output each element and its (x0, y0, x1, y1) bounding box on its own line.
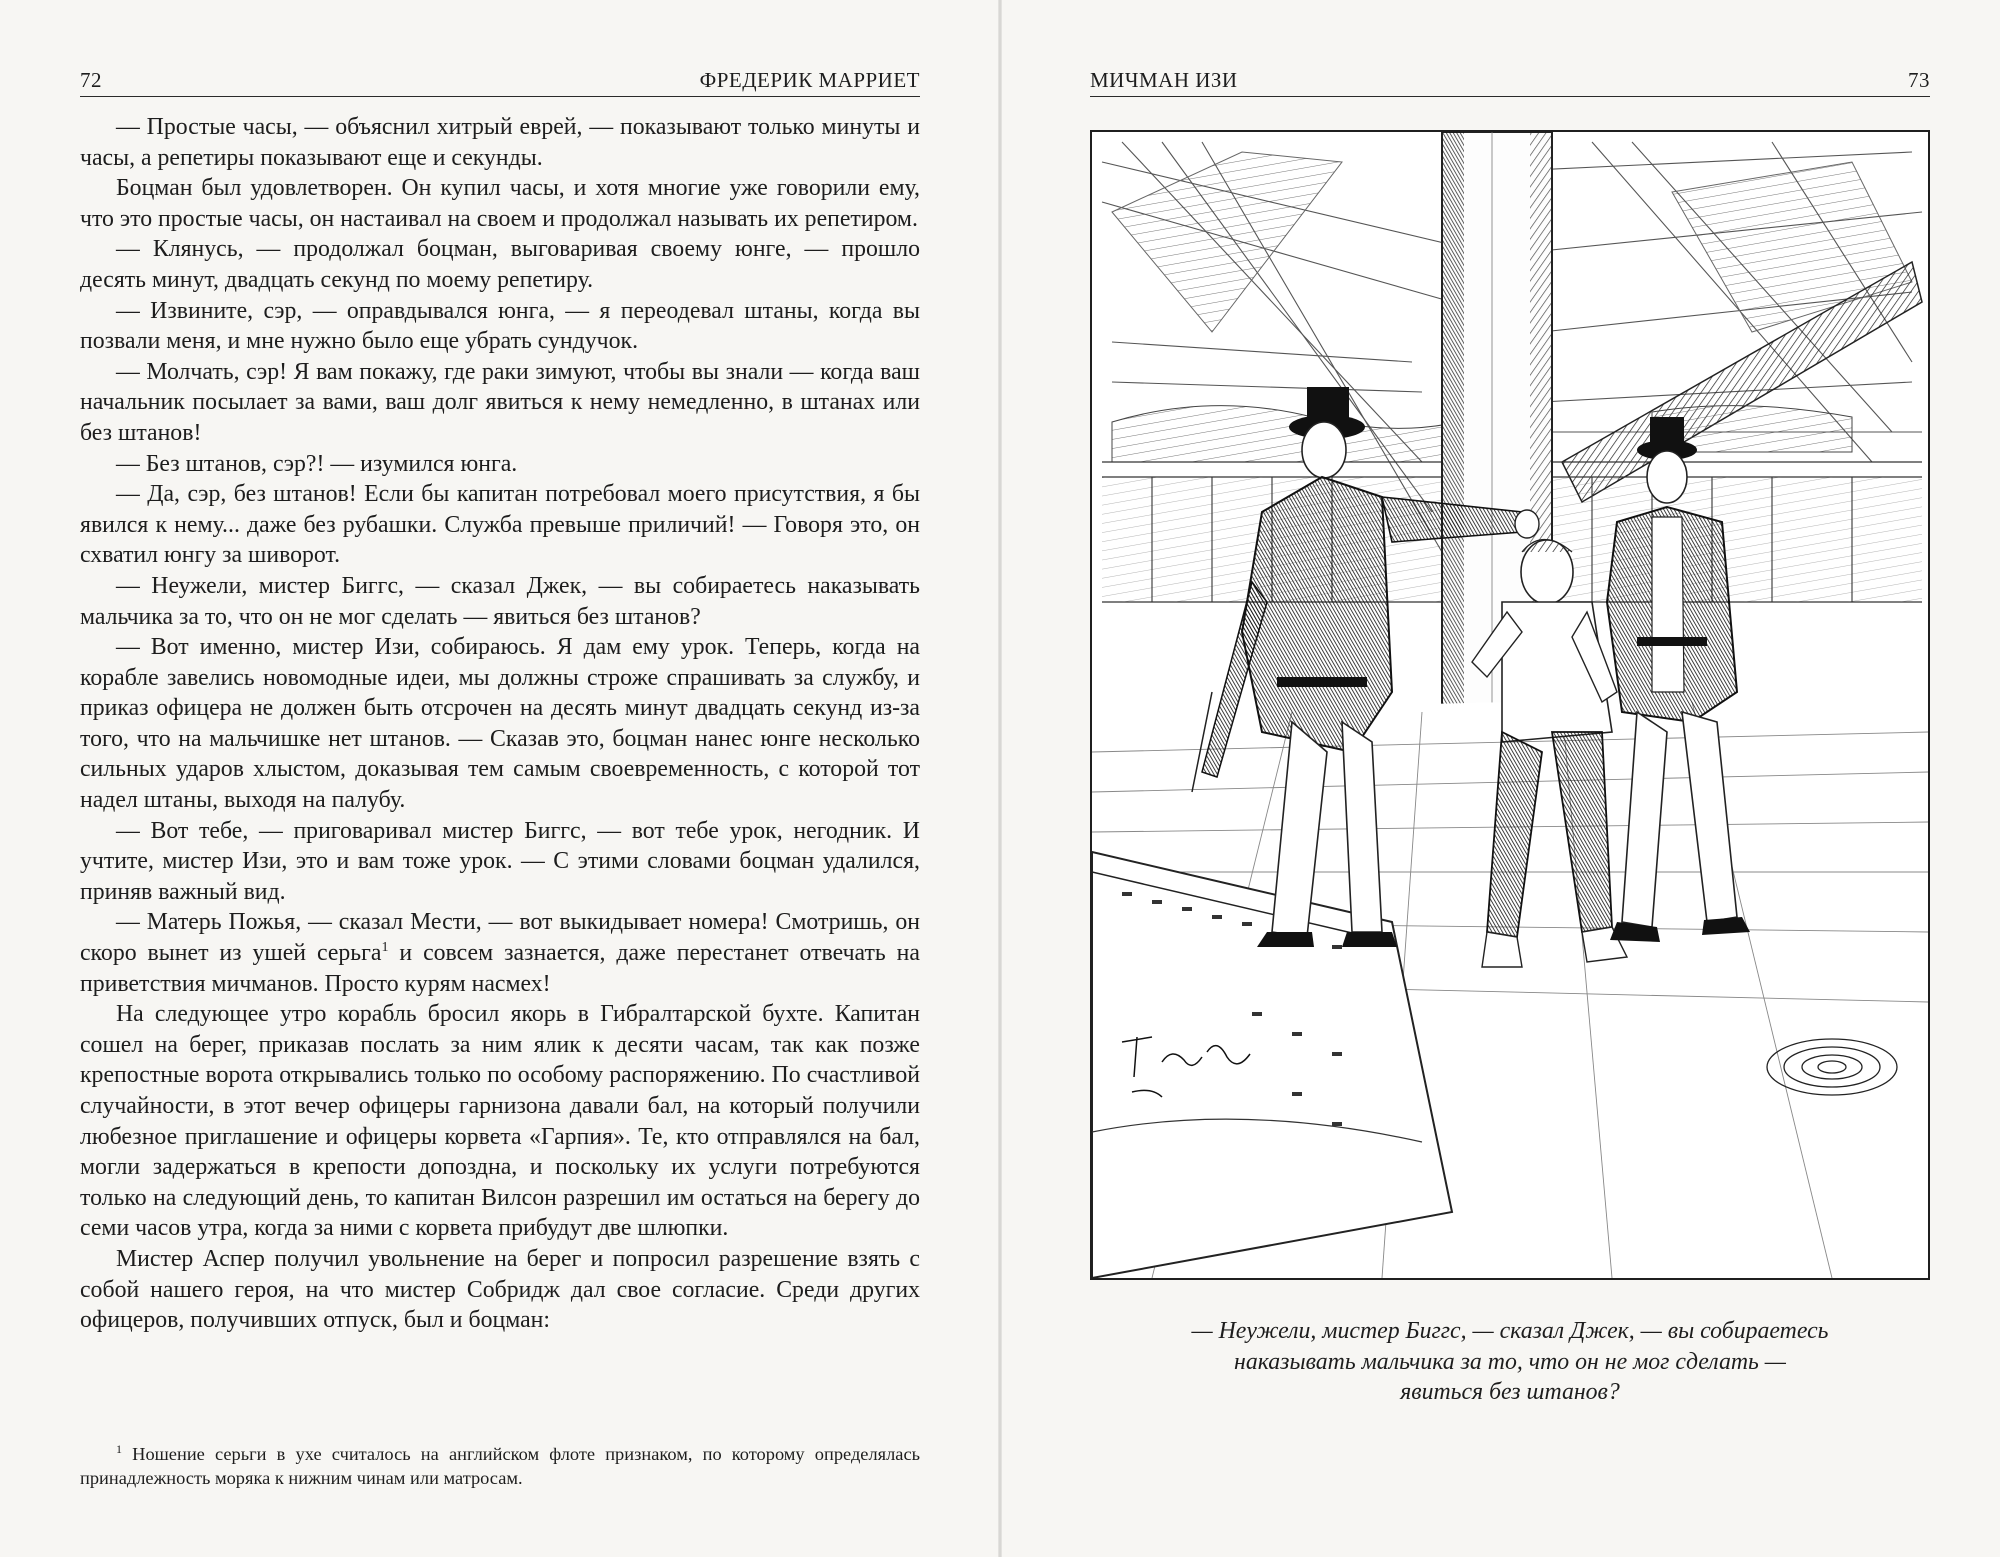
illustration-drawing (1092, 132, 1928, 1278)
paragraph: Боцман был удовлетворен. Он купил часы, и хотя многие уже говорили ему, что это простые часы, он настаивал на своем и продолжал называть их репетиром. (80, 175, 920, 232)
paragraph-part: — Матерь Пожья, — сказал Мести, — вот выкидывает номера! Смотришь, он скоро вынет из ушей серьга (80, 909, 920, 967)
footnote-text: Ношение серьги в ухе считалось на английском флоте признаком, по которому определялась принадлежность моряка к нижним чинам или матросам. (80, 1444, 920, 1488)
left-page-number: 72 (80, 68, 102, 92)
footnote-reference[interactable]: 1 (381, 940, 389, 956)
left-running-head (80, 62, 920, 97)
right-running-head (1090, 62, 1930, 97)
illustration-caption (1130, 1316, 1890, 1408)
footnote (80, 1442, 920, 1490)
right-page (1090, 62, 1930, 1512)
paragraph-with-footnote (80, 907, 920, 999)
paragraph: — Простые часы, — объяснил хитрый еврей, — показывают только минуты и часы, а репетиры показывают еще и секунды. (80, 114, 920, 171)
paragraph-part: и совсем зазнается, даже перестанет отвечать на приветствия мичманов. Просто курям насмех! (80, 940, 920, 997)
paragraph: — Клянусь, — продолжал боцман, выговаривая своему юнге, — прошло десять минут, двадцать секунд по моему репетиру. (80, 236, 920, 293)
left-page (80, 62, 920, 1512)
footnote-mark: 1 (116, 1441, 122, 1456)
paragraph: Мистер Аспер получил увольнение на берег и попросил разрешение взять с собой нашего героя, на что мистер Собридж дал свое согласие. Среди других офицеров, получивших отпуск, был и боцман: (80, 1245, 920, 1334)
ship-deck-illustration (1090, 130, 1930, 1280)
paragraph: — Вот тебе, — приговаривал мистер Биггс, — вот тебе урок, негодник. И учтите, мистер Изи, это и вам тоже урок. — С этими словами боцман удалился, приняв важный вид. (80, 817, 920, 905)
footnotes (80, 1442, 920, 1490)
right-page-number: 73 (1908, 68, 1930, 92)
paragraph: — Без штанов, сэр?! — изумился юнга. (116, 450, 518, 477)
caption-line: — Неужели, мистер Биггс, — сказал Джек, — вы собираетесь (1191, 1318, 1829, 1344)
paragraph: — Извините, сэр, — оправдывался юнга, — я переодевал штаны, когда вы позвали меня, и мне нужно было еще убрать сундучок. (80, 297, 920, 355)
caption-line: явиться без штанов? (1400, 1379, 1620, 1406)
paragraph: — Неужели, мистер Биггс, — сказал Джек, — вы собираетесь наказывать мальчика за то, что он не мог сделать — явиться без штанов? (80, 572, 920, 630)
paragraph: — Да, сэр, без штанов! Если бы капитан потребовал моего присутствия, я бы явился к нему... даже без рубашки. Служба превыше приличий! — Говоря это, он схватил юнгу за шиворот. (80, 481, 920, 569)
left-running-title: ФРЕДЕРИК МАРРИЕТ (699, 68, 920, 92)
paragraph: На следующее утро корабль бросил якорь в Гибралтарской бухте. Капитан сошел на берег, приказав послать за ним ялик к десяти часам, так как позже крепостные ворота открывались только по особому распоряжению. По счастливой случайности, в этот вечер офицеры гарнизона давали бал, на который получили любезное приглашение и офицеры корвета «Гарпия». Те, кто отправлялся на бал, могли задержаться в крепости допоздна, и поскольку их услуги потребуются только на следующий день, то капитан Вилсон разрешил им остаться на берегу до семи часов утра, когда за ними с корвета прибудут две шлюпки. (80, 1001, 920, 1242)
paragraph: — Молчать, сэр! Я вам покажу, где раки зимуют, чтобы вы знали — когда ваш начальник посылает за вами, ваш долг явиться к нему немедленно, в штанах или без штанов! (80, 358, 920, 446)
paragraph: — Вот именно, мистер Изи, собираюсь. Я дам ему урок. Теперь, когда на корабле завелись новомодные идеи, мы должны строже спрашивать за службу, и приказ офицера не должен быть отсрочен на десять минут двадцать секунд из-за того, что на мальчишке нет штанов. — Сказав это, боцман нанес юнге несколько сильных ударов хлыстом, доказывая тем самым своевременность, с которой тот надел штаны, выходя на палубу. (80, 634, 920, 814)
right-running-title: МИЧМАН ИЗИ (1090, 68, 1238, 92)
book-gutter (998, 0, 1002, 1557)
caption-line: наказывать мальчика за то, что он не мог сделать — (1234, 1348, 1786, 1375)
left-body-text (80, 112, 920, 1336)
